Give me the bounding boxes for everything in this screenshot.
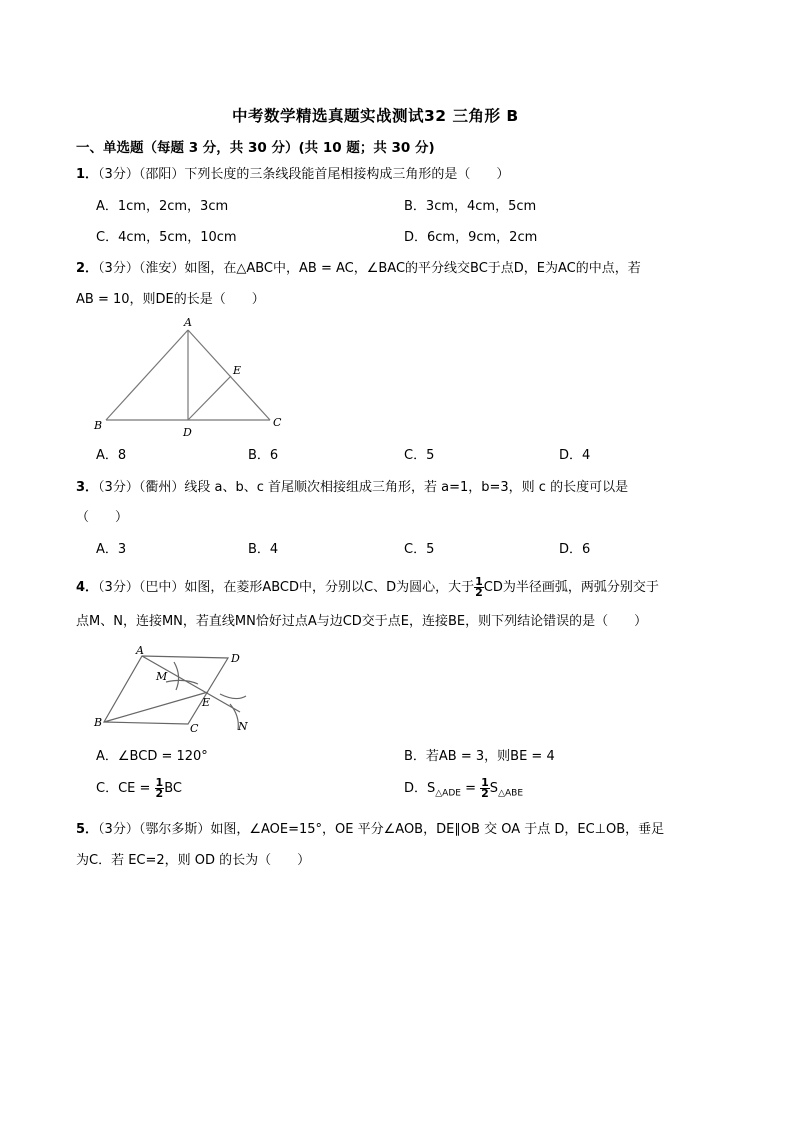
fraction-denominator: 2 [155,787,164,800]
label-d: D [183,426,192,439]
question-number: 2． [76,261,99,276]
question-3 [76,480,628,496]
option-d [404,778,523,805]
segment-ab [106,330,188,420]
fraction-denominator: 2 [475,586,483,599]
segment-ac [188,330,270,420]
label-c: C [190,722,199,735]
option-d-s: S [489,781,499,796]
label-b: B [94,716,103,729]
question-number: 1． [76,167,99,182]
option-a: A．∠BCD = 120° [96,749,208,764]
question-text: 线段 a、b、c 首尾顺次相接组成三角形，若 a=1，b=3，则 c 的长度可以是 [184,480,629,495]
option-d-text: D．S [404,781,436,796]
question-score: （3分） [98,261,139,276]
fraction-numerator: 1 [155,776,164,789]
label-b: B [94,419,103,432]
fraction [474,577,484,598]
option-b: B．6 [248,448,279,463]
question-3-line2: （ ） [76,510,129,525]
question-5 [76,822,664,838]
question-text: 如图，在△ABC中，AB = AC，∠BAC的平分线交BC于点D，E为AC的中点，若 [184,261,641,276]
fraction [155,778,165,799]
option-d: D．6 [559,542,591,557]
question-source: （邵阳） [138,167,185,182]
question-number: 5． [76,822,99,837]
option-c-text: C．CE = [96,781,151,796]
fraction-denominator: 2 [481,787,489,800]
option-c: C．5 [404,542,435,557]
section-heading: 一、单选题（每题 3 分，共 30 分）(共 10 题；共 30 分) [76,140,435,156]
question-source: （鄂尔多斯） [138,822,211,837]
page-title: 中考数学精选真题实战测试32 三角形 B [232,107,519,125]
option-d: D．6cm，9cm，2cm [404,230,538,245]
option-b: B．3cm，4cm，5cm [404,199,537,214]
question-2-line2: AB = 10，则DE的长是（ ） [76,292,265,307]
fraction [480,778,490,799]
label-e: E [202,696,211,709]
question-number: 4． [76,580,99,595]
question-score: （3分） [98,167,139,182]
arc-n-1 [220,694,246,699]
question-score: （3分） [98,822,139,837]
question-score: （3分） [98,580,139,595]
option-b: B．若AB = 3，则BE = 4 [404,749,555,764]
question-text: 下列长度的三条线段能首尾相接构成三角形的是（ ） [184,167,510,182]
triangle-figure [90,314,290,442]
question-score: （3分） [98,480,139,495]
rhombus-figure [90,638,270,738]
option-c: C．4cm，5cm，10cm [96,230,237,245]
option-d: D．4 [559,448,591,463]
question-source: （衢州） [138,480,185,495]
question-2 [76,261,641,277]
label-m: M [156,670,168,683]
label-c: C [273,416,282,429]
question-number: 3． [76,480,99,495]
question-text-cont: CD为半径画弧，两弧分别交于 [483,580,659,595]
option-b: B．4 [248,542,279,557]
label-e: E [233,364,242,377]
question-4-line2: 点M、N，连接MN，若直线MN恰好过点A与边CD交于点E，连接BE，则下列结论错误的是（ ） [76,614,648,629]
arc-m-2 [166,680,198,684]
equals: = [460,781,476,796]
option-a: A．8 [96,448,127,463]
question-source: （巴中） [138,580,185,595]
line-mn [142,656,240,712]
label-d: D [231,652,240,665]
rhombus-abcd [104,656,228,724]
subscript: △ABE [498,788,524,799]
question-1 [76,167,509,183]
label-n: N [238,720,248,733]
option-a: A．3 [96,542,127,557]
option-c-tail: BC [164,781,182,796]
label-a: A [136,644,144,657]
option-c: C．5 [404,448,435,463]
option-a: A．1cm，2cm，3cm [96,199,229,214]
segment-de [188,376,231,420]
fraction-numerator: 1 [481,776,489,789]
label-a: A [184,316,192,329]
question-text: 如图，在菱形ABCD中，分别以C、D为圆心，大于 [184,580,475,595]
subscript: △ADE [435,788,461,799]
question-4 [76,577,659,599]
question-text: 如图，∠AOE=15°，OE 平分∠AOB，DE∥OB 交 OA 于点 D，EC⊥OB，垂足 [210,822,665,837]
fraction-numerator: 1 [475,575,483,588]
question-source: （淮安） [138,261,185,276]
option-c [96,778,182,800]
question-5-line2: 为C．若 EC=2，则 OD 的长为（ ） [76,853,311,868]
